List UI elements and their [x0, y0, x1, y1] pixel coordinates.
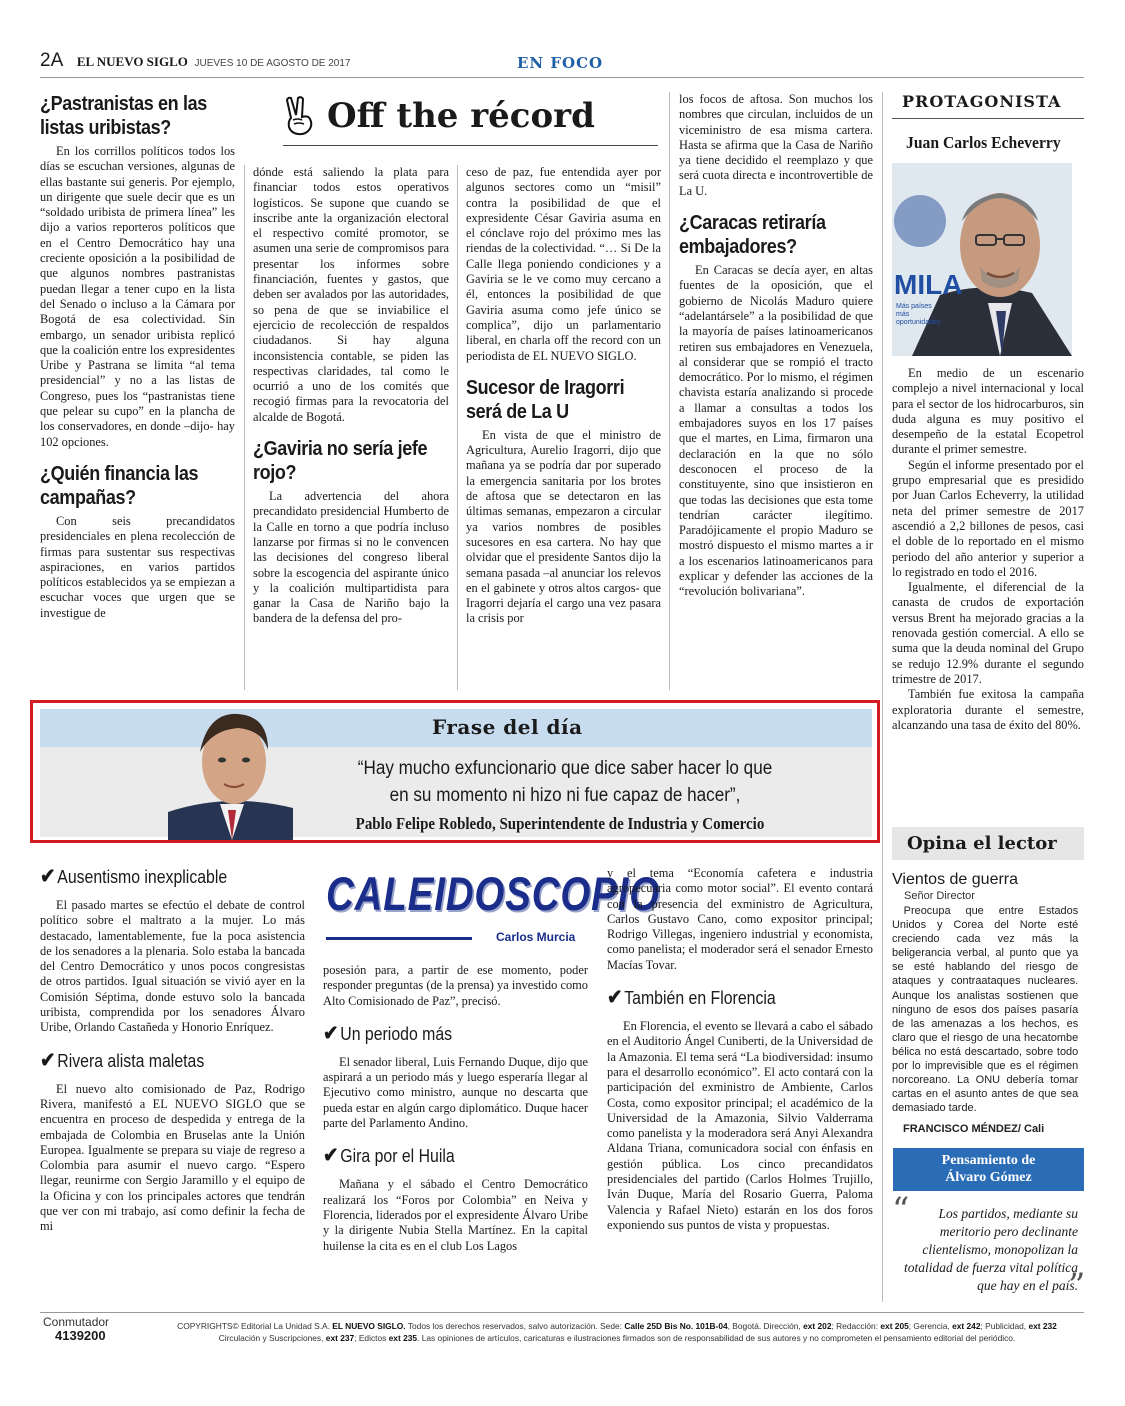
- item-title-huila: [323, 1145, 556, 1167]
- column-4: [679, 92, 873, 690]
- column-3: [466, 165, 661, 690]
- protagonista-name: Juan Carlos Echeverry: [906, 133, 1061, 152]
- frase-quote: [309, 755, 822, 809]
- item-title-periodo: [323, 1023, 556, 1045]
- item-title-text: También en Florencia: [624, 988, 776, 1009]
- article-title-financia: ¿Quién financia las campañas?: [40, 462, 199, 509]
- newspaper-name: EL NUEVO SIGLO: [76, 54, 188, 69]
- protagonista-photo: [892, 163, 1072, 356]
- check-icon: ✔: [323, 1021, 339, 1045]
- item-body-ausentismo: El pasado martes se efectúo el debate de control político sobre el maltrato a la mujer. Lo más destacado, lamentablemente, fue la poca asistencia de los senadores a la plenaria. Solo estaba la bancada del Centro Democrático y unos pocos congresistas de otros partidos. Igual situación se vivió ayer en la Comisión Séptima, donde estuvo solo la bancada uribista, comprendida por los senadores Álvaro Uribe, Orlando Castañeda y Honorio Enríquez.: [40, 898, 305, 1035]
- article-title-caracas: ¿Caracas retiraría embajadores?: [679, 212, 826, 259]
- column-2: [253, 165, 449, 690]
- frase-quote-line: en su momento ni hizo ni fue capaz de hacer”,: [389, 785, 741, 806]
- opina-signature: FRANCISCO MÉNDEZ/ Cali: [903, 1123, 1045, 1135]
- caleidoscopio-title: CALEIDOSCOPIO: [326, 867, 661, 920]
- item-title-florencia: [607, 987, 841, 1009]
- protagonista-para: Según el informe presentado por el grupo empresarial que es presidido por Juan Carlos Echeverry, la utilidad neta del primer semestre de 2017 ascendió a 2,2 billones de pesos, casi el doble de lo reportado en el mismo periodo del año anterior y superior a lo registrado en todo el 2016.: [892, 457, 1084, 579]
- footer-text: ; Edictos: [354, 1333, 387, 1343]
- opina-title: Opina el lector: [907, 833, 1057, 854]
- item-body-florencia: En Florencia, el evento se llevará a cabo el sábado en el Auditorio Ángel Cuniberti, de la Universidad de la Amazonia. El tema será “La biodiversidad: insumo para el desarrollo económico”. El acto contará con la participación del exministro de Ambiente, Carlos Costa, como expositor principal; el académico de la Universidad de la Amazonia, Silvio Valderrama como panelista y la moderadora será Anyi Alexandra Aldana Triana, comunicadora social con énfasis en gestión pública. Los cinco precandidatos presidenciales del partido (Carlos Holmes Trujillo, Iván Duque, María del Rosario Guerra, Paloma Valencia y Rafael Nieto) estarán en los dos foros exponiendo sus puntos de vista y propuestas.: [607, 1019, 873, 1232]
- issue-date: JUEVES 10 DE AGOSTO DE 2017: [194, 58, 351, 69]
- footer-text: Todos los derechos reservados, salvo autorización. Sede:: [407, 1321, 622, 1331]
- article-body-financia-a: Con seis precandidatos presidenciales en plena recolección de firmas para sustentar sus respectivas aspiraciones, en varios partidos políticos establecidos ya se empiezan a escuchar voces que urgen que se investigue de: [40, 513, 235, 620]
- article-body-sucesor-b: los focos de aftosa. Son muchos los nombres que circulan, incluidos de un viceministro de esa misma cartera. Hasta se afirma que la Casa de Nariño ya tiene decidido el reemplazo y que será cuota directa e incontrovertible de La U.: [679, 92, 873, 198]
- footer-text: , Bogotá. Dirección,: [727, 1321, 801, 1331]
- footer-text: ; Gerencia,: [908, 1321, 950, 1331]
- item-body-rivera: El nuevo alto comisionado de Paz, Rodrigo Rivera, manifestó a EL NUEVO SIGLO que se encuentra en proceso de despedida y entrega de la embajada de Colombia en Bruselas ante la Unión Europea. Igualmente se prepara su viaje de regreso a Colombia para asumir el nuevo cargo. “Espero llegar, reunirme con Sergio Jaramillo y el equipo de la Oficina y con los principales actores que tendrán que ver con mi trabajo, así como definir la fecha de mi: [40, 1081, 305, 1234]
- label-rule: [892, 118, 1084, 119]
- article-body-gaviria-b: ceso de paz, fue entendida ayer por algunos sectores como un “misil” contra la posibilidad de que el expresidente César Gaviria asuma en el cónclave rojo del próximo mes las riendas de la colectividad. “… Si De la Calle llega poniendo condiciones y a Gaviria se le ve como muy cercano a él, entonces la posibilidad de que Gaviria asuma como jefe único se complica”, dijo un parlamentario liberal, en charla off the record con un periodista de EL NUEVO SIGLO.: [466, 165, 661, 363]
- footer-text: ; Redacción:: [831, 1321, 879, 1331]
- page-number: 2A: [40, 50, 64, 71]
- pensamiento-title-line: Álvaro Gómez: [945, 1170, 1032, 1185]
- frase-quote-line: “Hay mucho exfuncionario que dice saber hacer lo que: [357, 758, 773, 779]
- column-divider: [882, 92, 883, 1302]
- footer-text: ; Publicidad,: [980, 1321, 1027, 1331]
- check-icon: ✔: [323, 1144, 339, 1168]
- item-title-ausentismo: [40, 866, 273, 888]
- article-body-financia-b: dónde está saliendo la plata para financiar todos estos operativos logísticos. Se supone que cuando se inscribe ante la organización electoral el respectivo comité promotor, se asumen una serie de compromisos para presentar los informes sobre financiación, fuentes y gastos, que deben ser avalados por las autoridades, so pena de que se inviabilice el ejercicio de recolección de respaldos ciudadanos. Si hay alguna inconsistencia contable, se piden las respectivas claridades, tal como le ocurrió a uno de los comités que recogió firmas para la revocatoria del alcalde de Bogotá.: [253, 165, 449, 424]
- footer-text: COPYRIGHTS© Editorial La Unidad S.A.: [177, 1321, 330, 1331]
- check-icon: ✔: [40, 1048, 56, 1072]
- item-title-text: Rivera alista maletas: [57, 1050, 205, 1071]
- item-title-text: Un periodo más: [340, 1023, 453, 1044]
- footer-text: ext 237: [325, 1333, 355, 1343]
- opina-paragraph: Preocupa que entre Estados Unidos y Corea del Norte esté creciendo cada vez más la beligerancia verbal, al punto que ya se esté hablando del riesgo de ataques y contraataques nucleares. Aunque los analistas sostienen que ninguno de esos dos países pasaría de las amenazas a los hechos, es claro que el riesgo de una hecatombe bélica no está descartado, sobre todo por lo imprevisible que es el régimen norcoreano. La ONU debería tomar cartas en el asunto antes de que sea demasiado tarde.: [892, 905, 1079, 1115]
- header-rule: [40, 77, 1084, 78]
- article-body-gaviria-a: La advertencia del ahora precandidato presidencial Humberto de la Calle en torno a que podría incluso lanzarse por firmas si no le convencen las decisiones del congreso liberal sobre la escogencia del aspirante único y la coalición multipartidista para ganar la Casa de Nariño bajo la bandera de la defensa del pro-: [253, 489, 449, 626]
- off-the-record-title: Off the récord: [327, 96, 595, 136]
- opina-headline: Vientos de guerra: [892, 871, 1019, 888]
- footer-text: ext 205: [880, 1321, 909, 1331]
- opina-body: [892, 904, 1078, 1115]
- column-divider: [457, 165, 458, 690]
- article-title-pastranistas: ¿Pastranistas en las listas uribistas?: [40, 93, 207, 139]
- item-body-rivera-cont: posesión para, a partir de ese momento, poder responder preguntas (de la prensa) ya investido como Alto Comisionado de Paz”, precisó.: [323, 963, 588, 1008]
- pensamiento-title-line: Pensamiento de: [941, 1153, 1036, 1168]
- check-icon: ✔: [40, 866, 56, 888]
- footer-text: . Las opiniones de artículos, caricaturas e ilustraciones firmados son de responsabilidad de sus autores y no comprometen el pensamiento editorial del periódico.: [417, 1333, 1016, 1343]
- victory-hand-icon: [283, 96, 317, 136]
- protagonista-para: En medio de un escenario complejo a nivel internacional y local para el sector de los hidrocarburos, sin duda alguna es muy positivo el desempeño de la estatal Ecopetrol durante el primer semestre.: [892, 366, 1084, 457]
- opina-salutation: Señor Director: [904, 890, 975, 902]
- frase-title: Frase del día: [432, 715, 583, 739]
- footer-text: ext 235: [388, 1333, 418, 1343]
- photo-backdrop-text: MILA: [894, 269, 963, 300]
- column-divider: [244, 165, 245, 690]
- caleidoscopio-column-1: [40, 866, 305, 1296]
- caleidoscopio-author: Carlos Murcia: [496, 930, 576, 944]
- item-body-huila: Mañana y el sábado el Centro Democrático realizará los “Foros por Colombia” en Neiva y Florencia, liderados por el expresidente Álvaro Uribe y la dirigente Nubia Stella Martínez. En la capital huilense la cita es en el club Los Lagos: [323, 1177, 588, 1253]
- item-title-text: Ausentismo inexplicable: [57, 867, 228, 887]
- section-name: EN FOCO: [517, 54, 604, 72]
- item-title-rivera: [40, 1050, 273, 1072]
- article-title-gaviria: ¿Gaviria no sería jefe rojo?: [253, 438, 428, 485]
- close-quote-icon: ”: [1068, 1266, 1086, 1306]
- protagonista-para: Igualmente, el diferencial de la canasta de crudos de exportación versus Brent ha mejorado gracias a la renovada gestión comercial. A ello se suma que la deuda nominal del Grupo se redujo 12.9% durante el segundo trimestre de 2017.: [892, 580, 1084, 686]
- pensamiento-quote: Los partidos, mediante su meritorio pero declinante clientelismo, monopolizan la totalidad de fuerza vital política que hay en el país.: [904, 1206, 1078, 1293]
- pensamiento-title: [893, 1152, 1084, 1186]
- item-title-text: Gira por el Huila: [340, 1146, 455, 1167]
- caleidoscopio-bar: [326, 937, 472, 940]
- protagonista-label: PROTAGONISTA: [902, 92, 1062, 111]
- column-divider: [669, 92, 670, 690]
- protagonista-para: También fue exitosa la campaña exploratoria durante el semestre, alcanzando una tasa de éxito del 80%.: [892, 687, 1084, 732]
- footer-text: Calle 25D Bis No. 101B-04: [624, 1321, 728, 1331]
- article-body-caracas: En Caracas se decía ayer, en altas fuentes de la oposición, que el gobierno de Nicolás Maduro quiere “adelantársele” a la posibilidad de que la mayoría de países latinoamericanos retiren sus embajadores en Venezuela, al considerar que se rompió el tracto democrático. Por lo mismo, el régimen chavista estaría analizando si procede a llamar a consultas a todos los embajadores suyos en los 17 países que el martes, en Lima, firmaron una declaración en la que no sólo desconocen el proceso de la constituyente, sino que insistieron en que todas las decisiones que esta tome tendrían carácter ilegítimo. Paradójicamente el propio Maduro se mostró dispuesto el mismo martes a ir a los escenarios latinoamericanos para explicar y defender las acciones de la “revolución bolivariana”.: [679, 263, 873, 599]
- footer-text: Circulación y Suscripciones,: [218, 1333, 324, 1343]
- footer-credits: [153, 1320, 1081, 1344]
- item-body-huila-cont: y el tema “Economía cafetera e industria agropecuaria como motor social”. El evento contará con la presencia del exministro de Agricultura, Carlos Gustavo Cano, como expositor principal; Rodrigo Villegas, ingeniero industrial y economista, como panelista; el moderador será el senador Ernesto Macías Tovar.: [607, 866, 873, 972]
- footer-text: ext 242: [952, 1321, 981, 1331]
- item-body-periodo: El senador liberal, Luis Fernando Duque, dijo que aspirará a un periodo más y luego esperaría llegar al Ejecutivo como ministro, aunque no descarta que pueda estar en algún cargo diplomático. Duque hacer parte del Parlamento Andino.: [323, 1054, 588, 1131]
- page-header: [40, 50, 351, 72]
- footer-text: EL NUEVO SIGLO.: [332, 1321, 406, 1331]
- article-body-pastranistas: En los corrillos políticos todos los días se escuchan versiones, algunas de ellas bastante sui generis. Por ejemplo, un dirigente que suele decir que es un “soldado uribista de primera línea” les dijo a varios reporteros políticos que en el Centro Democrático hay una creciente oposición a la posibilidad de que algunos nombres pastranistas puedan llegar a tener cupo en la lista del Senado o incluso a la Cámara por Bogotá de esa colectividad. Sin embargo, un senador uribista replicó que la coalición entre los expresidentes Uribe y Pastrana se limita “al tema presidencial” y no a las listas de Congreso, pues los “pastranistas tiene que pelear su cupo” en la plancha de los conservadores, en donde –dijo- hay 102 opciones.: [40, 144, 235, 449]
- off-the-record-heading: [283, 96, 595, 136]
- column-1: [40, 92, 235, 690]
- conmutador-label: Conmutador: [43, 1315, 110, 1329]
- caleidoscopio-column-2: [323, 963, 588, 1296]
- check-icon: ✔: [607, 986, 623, 1010]
- protagonista-body: [892, 366, 1084, 816]
- footer-rule: [40, 1312, 1084, 1313]
- caleidoscopio-column-3: [607, 866, 873, 1296]
- article-title-sucesor: Sucesor de Iragorri será de La U: [466, 376, 625, 423]
- frase-author: Pablo Felipe Robledo, Superintendente de Industria y Comercio: [355, 814, 765, 833]
- open-quote-icon: “: [892, 1190, 910, 1230]
- footer-text: ext 202: [803, 1321, 832, 1331]
- photo-backdrop-subtext: Más países más oportunidades: [896, 303, 941, 326]
- article-body-sucesor-a: En vista de que el ministro de Agricultura, Aurelio Iragorri, dijo que mañana ya se podría dar por superado la emergencia sanitaria por los brotes de aftosa que se detectaron en las últimas semanas, empezaron a circular ya varios nombres de posibles sucesores en esa cartera. No hay que olvidar que el presidente Santos dijo la semana pasada –al anunciar los relevos en el gabinete y otros altos cargos- que Iragorri dejaría el cargo una vez pasara la crisis por: [466, 427, 661, 626]
- title-underline: [283, 145, 658, 146]
- conmutador-number: 4139200: [55, 1328, 106, 1343]
- frase-speaker-photo: [168, 700, 293, 840]
- footer-text: ext 232: [1028, 1321, 1057, 1331]
